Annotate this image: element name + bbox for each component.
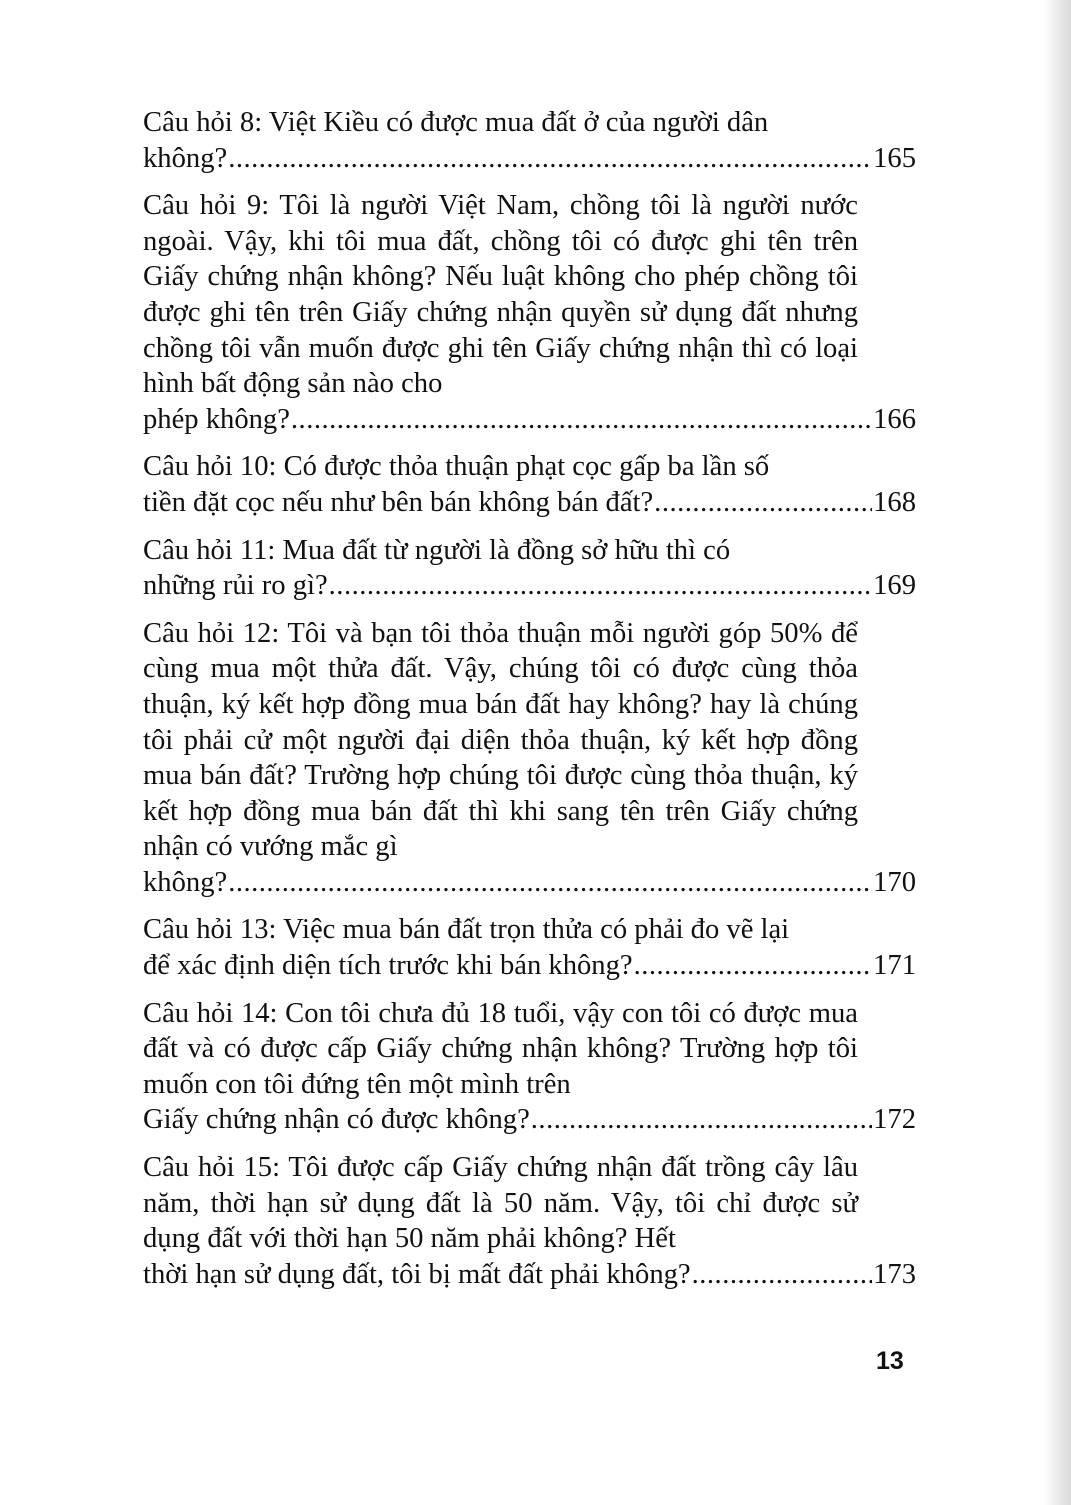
toc-page-number: 172 bbox=[873, 1104, 916, 1136]
toc-page-number: 166 bbox=[873, 403, 916, 435]
toc-entry-last-line bbox=[143, 568, 916, 604]
dot-leader bbox=[291, 402, 872, 438]
toc-page-number: 168 bbox=[873, 486, 916, 518]
dot-leader bbox=[228, 865, 872, 901]
toc-page-number: 170 bbox=[873, 866, 916, 898]
toc-entry-tail: phép không? bbox=[143, 403, 290, 435]
toc-entry-tail: không? bbox=[143, 866, 228, 898]
page-number: 13 bbox=[876, 1347, 904, 1375]
toc-entry-q15[interactable] bbox=[143, 1150, 916, 1292]
dot-leader bbox=[228, 141, 872, 177]
toc-entry-last-line bbox=[143, 865, 916, 901]
toc-page-number: 169 bbox=[873, 570, 916, 602]
toc-entry-q11[interactable] bbox=[143, 533, 916, 604]
toc-entry-tail: Giấy chứng nhận có được không? bbox=[143, 1104, 530, 1136]
toc-entry-q14[interactable] bbox=[143, 996, 916, 1138]
toc-entry-tail: không? bbox=[143, 142, 228, 174]
toc-entry-last-line bbox=[143, 1257, 916, 1293]
dot-leader bbox=[531, 1102, 872, 1138]
toc-entry-last-line bbox=[143, 948, 916, 984]
toc-entry-tail: để xác định diện tích trước khi bán không? bbox=[143, 950, 633, 982]
dot-leader bbox=[692, 1257, 873, 1293]
dot-leader bbox=[329, 568, 872, 604]
toc-entry-tail: thời hạn sử dụng đất, tôi bị mất đất phải không? bbox=[143, 1258, 691, 1290]
dot-leader bbox=[634, 948, 873, 984]
toc-entry-text: Câu hỏi 10: Có được thỏa thuận phạt cọc gấp ba lần số bbox=[143, 451, 770, 483]
toc-page-number: 165 bbox=[873, 142, 916, 174]
toc-entry-text: Câu hỏi 8: Việt Kiều có được mua đất ở của người dân bbox=[143, 107, 769, 138]
toc-entry-q8[interactable] bbox=[143, 105, 916, 176]
toc-entry-q13[interactable] bbox=[143, 912, 916, 983]
toc-page-number: 171 bbox=[873, 950, 916, 982]
toc-entry-tail: tiền đặt cọc nếu như bên bán không bán đất? bbox=[143, 486, 654, 518]
toc-entry-last-line bbox=[143, 485, 916, 521]
dot-leader bbox=[654, 485, 872, 521]
toc-entry-q10[interactable] bbox=[143, 449, 916, 520]
toc-entry-text: Câu hỏi 11: Mua đất từ người là đồng sở hữu thì có bbox=[143, 534, 731, 566]
toc-entry-text: Câu hỏi 15: Tôi được cấp Giấy chứng nhận đất trồng cây lâu năm, thời hạn sử dụng đất là 50 năm. Vậy, tôi chỉ được sử dụng đất với thời hạn 50 năm phải không? Hết bbox=[143, 1152, 858, 1255]
table-of-contents bbox=[143, 105, 916, 1304]
toc-entry-q9[interactable] bbox=[143, 188, 916, 437]
toc-entry-text: Câu hỏi 12: Tôi và bạn tôi thỏa thuận mỗi người góp 50% để cùng mua một thửa đất. Vậy, chúng tôi có được cùng thỏa thuận, ký kết hợp đồng mua bán đất hay không? hay là chúng tôi phải cử một người đại diện thỏa thuận, ký kết hợp đồng mua bán đất? Trường hợp chúng tôi được cùng thỏa thuận, ký kết hợp đồng mua bán đất thì khi sang tên trên Giấy chứng nhận có vướng mắc gì bbox=[143, 617, 858, 863]
toc-entry-last-line bbox=[143, 402, 916, 438]
page-edge-shadow bbox=[1043, 0, 1071, 1505]
toc-entry-text: Câu hỏi 14: Con tôi chưa đủ 18 tuổi, vậy con tôi có được mua đất và có được cấp Giấy chứng nhận không? Trường hợp tôi muốn con tôi đứng tên một mình trên bbox=[143, 997, 858, 1100]
toc-entry-last-line bbox=[143, 141, 916, 177]
toc-page-number: 173 bbox=[873, 1258, 916, 1290]
toc-entry-last-line bbox=[143, 1102, 916, 1138]
toc-entry-tail: những rủi ro gì? bbox=[143, 570, 328, 602]
toc-entry-text: Câu hỏi 13: Việc mua bán đất trọn thửa có phải đo vẽ lại bbox=[143, 914, 790, 946]
toc-entry-text: Câu hỏi 9: Tôi là người Việt Nam, chồng tôi là người nước ngoài. Vậy, khi tôi mua đất, chồng tôi có được ghi tên trên Giấy chứng nhận không? Nếu luật không cho phép chồng tôi được ghi tên trên Giấy chứng nhận quyền sử dụng đất nhưng chồng tôi vẫn muốn được ghi tên Giấy chứng nhận thì có loại hình bất động sản nào cho bbox=[143, 190, 858, 400]
toc-entry-q12[interactable] bbox=[143, 616, 916, 901]
